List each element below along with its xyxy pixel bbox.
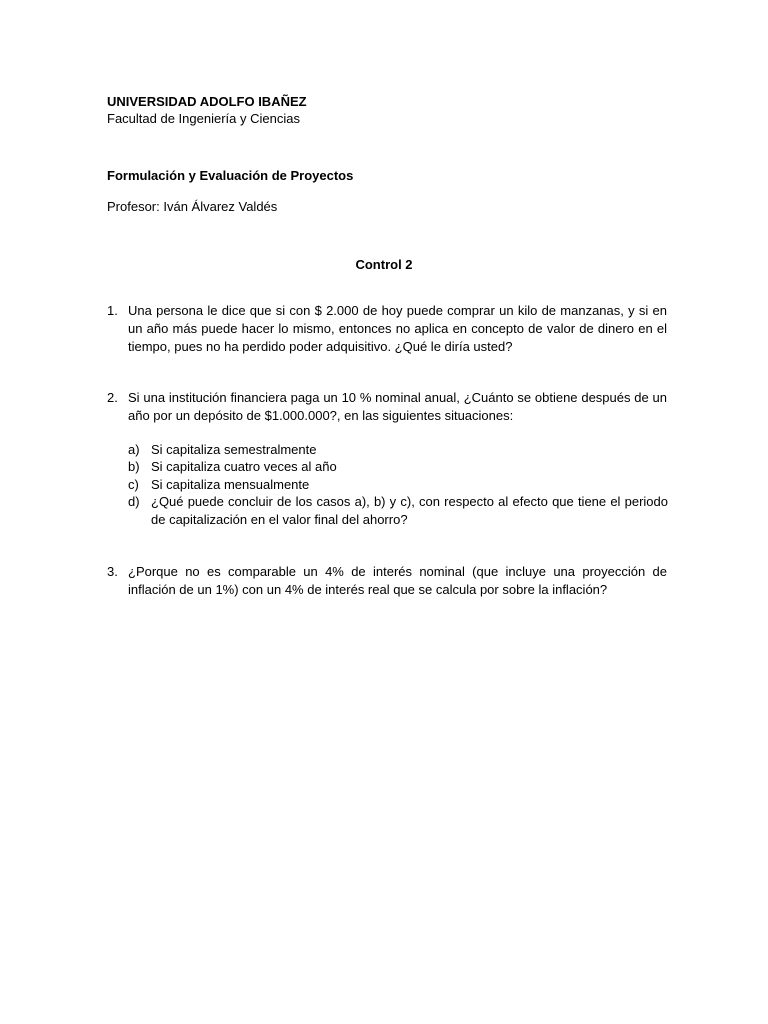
page-title: Control 2 bbox=[355, 257, 413, 272]
list-item-text: Si capitaliza mensualmente bbox=[151, 477, 310, 492]
question-number: 3. bbox=[107, 564, 118, 579]
list-item-c bbox=[128, 476, 668, 494]
list-item-text: Si capitaliza cuatro veces al año bbox=[151, 459, 337, 474]
course-name: Formulación y Evaluación de Proyectos bbox=[107, 168, 354, 183]
list-item-label: a) bbox=[128, 442, 140, 457]
list-item-label: c) bbox=[128, 477, 139, 492]
list-item-text: ¿Qué puede concluir de los casos a), b) y c), con respecto al efecto que tiene el periodo de capitalización en el valor final del ahorro? bbox=[151, 494, 668, 527]
list-item-a bbox=[128, 441, 668, 459]
question-number: 1. bbox=[107, 303, 118, 318]
question-1 bbox=[107, 302, 667, 356]
list-item-d bbox=[128, 493, 668, 529]
question-text: Una persona le dice que si con $ 2.000 de hoy puede comprar un kilo de manzanas, y si en un año más puede hacer lo mismo, entonces no aplica en concepto de valor de dinero en el tiempo, pues no ha perdido poder adquisitivo. ¿Qué le diría usted? bbox=[128, 303, 667, 354]
list-item-b bbox=[128, 458, 668, 476]
question-number: 2. bbox=[107, 390, 118, 405]
question-2 bbox=[107, 389, 667, 425]
faculty-name: Facultad de Ingeniería y Ciencias bbox=[107, 111, 300, 126]
professor-name: Profesor: Iván Álvarez Valdés bbox=[107, 199, 278, 214]
list-item-label: d) bbox=[128, 494, 140, 509]
question-3 bbox=[107, 563, 667, 599]
question-text: Si una institución financiera paga un 10 % nominal anual, ¿Cuánto se obtiene después de un año por un depósito de $1.000.000?, en las siguientes situaciones: bbox=[128, 390, 667, 423]
university-name: UNIVERSIDAD ADOLFO IBAÑEZ bbox=[107, 94, 307, 109]
list-item-text: Si capitaliza semestralmente bbox=[151, 442, 317, 457]
question-text: ¿Porque no es comparable un 4% de interés nominal (que incluye una proyección de inflación de un 1%) con un 4% de interés real que se calcula por sobre la inflación? bbox=[128, 564, 667, 597]
list-item-label: b) bbox=[128, 459, 140, 474]
